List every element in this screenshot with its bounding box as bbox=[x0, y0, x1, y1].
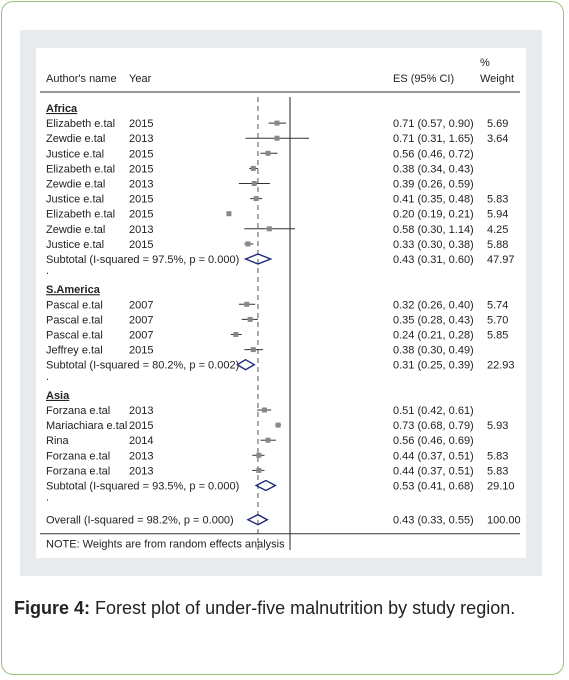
study-ci: 0.38 (0.30, 0.49) bbox=[393, 344, 474, 357]
study-ci: 0.56 (0.46, 0.72) bbox=[393, 148, 474, 161]
subtotal-ci: 0.43 (0.31, 0.60) bbox=[393, 254, 474, 266]
point-estimate bbox=[251, 347, 256, 352]
study-ci: 0.51 (0.42, 0.61) bbox=[393, 405, 474, 417]
study-weight: 5.85 bbox=[487, 329, 509, 342]
point-estimate bbox=[254, 196, 259, 201]
study-weight: 3.64 bbox=[487, 133, 509, 146]
subtotal-ci: 0.31 (0.25, 0.39) bbox=[393, 359, 474, 372]
study-year: 2015 bbox=[129, 148, 154, 161]
group-label: Asia bbox=[46, 389, 70, 402]
study-author: Forzana e.tal bbox=[46, 465, 111, 478]
study-ci: 0.73 (0.68, 0.79) bbox=[393, 420, 474, 433]
column-header-weight: Weight bbox=[480, 73, 515, 85]
study-ci: 0.58 (0.30, 1.14) bbox=[393, 223, 474, 236]
study-weight: 5.83 bbox=[487, 193, 509, 206]
study-ci: 0.39 (0.26, 0.59) bbox=[393, 178, 474, 191]
point-estimate bbox=[265, 438, 270, 443]
study-author: Justice e.tal bbox=[46, 193, 105, 206]
subtotal-label: Subtotal (I-squared = 93.5%, p = 0.000) bbox=[46, 480, 240, 493]
point-estimate bbox=[256, 468, 261, 473]
point-estimate bbox=[251, 166, 256, 171]
study-weight: 4.25 bbox=[487, 223, 509, 236]
subtotal-diamond bbox=[256, 481, 275, 491]
study-author: Elizabeth e.tal bbox=[46, 118, 116, 131]
subtotal-ci: 0.53 (0.41, 0.68) bbox=[393, 480, 474, 493]
subtotal-label: Subtotal (I-squared = 97.5%, p = 0.000) bbox=[46, 254, 240, 266]
study-year: 2014 bbox=[129, 435, 154, 448]
subtotal-label: Subtotal (I-squared = 80.2%, p = 0.002) bbox=[46, 359, 240, 372]
study-year: 2013 bbox=[129, 133, 154, 146]
study-ci: 0.20 (0.19, 0.21) bbox=[393, 208, 474, 221]
point-estimate bbox=[276, 423, 281, 428]
study-year: 2015 bbox=[129, 118, 154, 131]
figure-caption bbox=[14, 595, 544, 621]
overall-label: Overall (I-squared = 98.2%, p = 0.000) bbox=[46, 514, 234, 527]
study-author: Justice e.tal bbox=[46, 238, 105, 251]
spacer-dot: . bbox=[46, 491, 50, 504]
point-estimate bbox=[265, 151, 270, 156]
study-author: Rina bbox=[46, 435, 69, 448]
study-year: 2015 bbox=[129, 208, 154, 221]
study-year: 2015 bbox=[129, 420, 154, 433]
caption-label: Figure 4: bbox=[14, 598, 91, 618]
subtotal-weight: 29.10 bbox=[487, 480, 515, 493]
study-author: Forzana e.tal bbox=[46, 405, 111, 417]
study-year: 2013 bbox=[129, 223, 154, 236]
study-author: Pascal e.tal bbox=[46, 329, 103, 342]
point-estimate bbox=[226, 211, 231, 216]
column-header-weight-percent: % bbox=[480, 57, 490, 69]
study-ci: 0.32 (0.26, 0.40) bbox=[393, 299, 474, 312]
study-year: 2015 bbox=[129, 193, 154, 206]
point-estimate bbox=[256, 453, 261, 458]
point-estimate bbox=[262, 408, 267, 413]
spacer-dot: . bbox=[46, 370, 50, 383]
overall-ci: 0.43 (0.33, 0.55) bbox=[393, 514, 474, 527]
study-year: 2007 bbox=[129, 329, 154, 342]
study-ci: 0.35 (0.28, 0.43) bbox=[393, 314, 474, 327]
study-author: Forzana e.tal bbox=[46, 450, 111, 463]
study-author: Pascal e.tal bbox=[46, 299, 103, 312]
point-estimate bbox=[245, 241, 250, 246]
study-author: Elizabeth e.tal bbox=[46, 208, 116, 221]
study-year: 2015 bbox=[129, 344, 154, 357]
study-ci: 0.44 (0.37, 0.51) bbox=[393, 450, 474, 463]
study-year: 2015 bbox=[129, 163, 154, 176]
study-year: 2013 bbox=[129, 405, 154, 417]
study-year: 2015 bbox=[129, 238, 154, 251]
study-year: 2013 bbox=[129, 178, 154, 191]
study-weight: 5.94 bbox=[487, 208, 509, 221]
column-header-year: Year bbox=[129, 73, 152, 85]
caption-text: Forest plot of under-five malnutrition by study region. bbox=[90, 598, 516, 618]
subtotal-diamond bbox=[237, 360, 254, 370]
group-label: S.America bbox=[46, 284, 100, 297]
study-author: Zewdie e.tal bbox=[46, 223, 106, 236]
study-weight: 5.88 bbox=[487, 238, 509, 251]
overall-weight: 100.00 bbox=[487, 514, 521, 527]
weights-note: NOTE: Weights are from random effects analysis bbox=[46, 538, 285, 551]
column-header-es: ES (95% CI) bbox=[393, 73, 455, 85]
study-author: Justice e.tal bbox=[46, 148, 105, 161]
study-author: Zewdie e.tal bbox=[46, 178, 106, 191]
study-year: 2007 bbox=[129, 299, 154, 312]
subtotal-weight: 47.97 bbox=[487, 254, 515, 266]
subtotal-weight: 22.93 bbox=[487, 359, 515, 372]
point-estimate bbox=[244, 302, 249, 307]
study-weight: 5.70 bbox=[487, 314, 509, 327]
study-author: Pascal e.tal bbox=[46, 314, 103, 327]
study-year: 2007 bbox=[129, 314, 154, 327]
study-author: Jeffrey e.tal bbox=[46, 344, 103, 357]
study-ci: 0.56 (0.46, 0.69) bbox=[393, 435, 474, 448]
point-estimate bbox=[275, 136, 280, 141]
study-author: Mariachiara e.tal bbox=[46, 420, 128, 433]
study-weight: 5.83 bbox=[487, 450, 509, 463]
study-ci: 0.33 (0.30, 0.38) bbox=[393, 238, 474, 251]
study-weight: 5.83 bbox=[487, 465, 509, 478]
point-estimate bbox=[248, 317, 253, 322]
study-ci: 0.38 (0.34, 0.43) bbox=[393, 163, 474, 176]
group-label: Africa bbox=[46, 103, 78, 115]
study-author: Elizabeth e.tal bbox=[46, 163, 116, 176]
study-weight: 5.69 bbox=[487, 118, 509, 131]
point-estimate bbox=[267, 226, 272, 231]
study-author: Zewdie e.tal bbox=[46, 133, 106, 146]
point-estimate bbox=[252, 181, 257, 186]
study-year: 2013 bbox=[129, 465, 154, 478]
study-year: 2013 bbox=[129, 450, 154, 463]
study-ci: 0.71 (0.31, 1.65) bbox=[393, 133, 474, 146]
study-weight: 5.74 bbox=[487, 299, 509, 312]
study-ci: 0.41 (0.35, 0.48) bbox=[393, 193, 474, 206]
point-estimate bbox=[233, 332, 238, 337]
column-header-author: Author's name bbox=[46, 73, 117, 85]
study-ci: 0.71 (0.57, 0.90) bbox=[393, 118, 474, 131]
study-weight: 5.93 bbox=[487, 420, 509, 433]
spacer-dot: . bbox=[46, 265, 50, 278]
study-ci: 0.44 (0.37, 0.51) bbox=[393, 465, 474, 478]
study-ci: 0.24 (0.21, 0.28) bbox=[393, 329, 474, 342]
point-estimate bbox=[275, 121, 280, 126]
